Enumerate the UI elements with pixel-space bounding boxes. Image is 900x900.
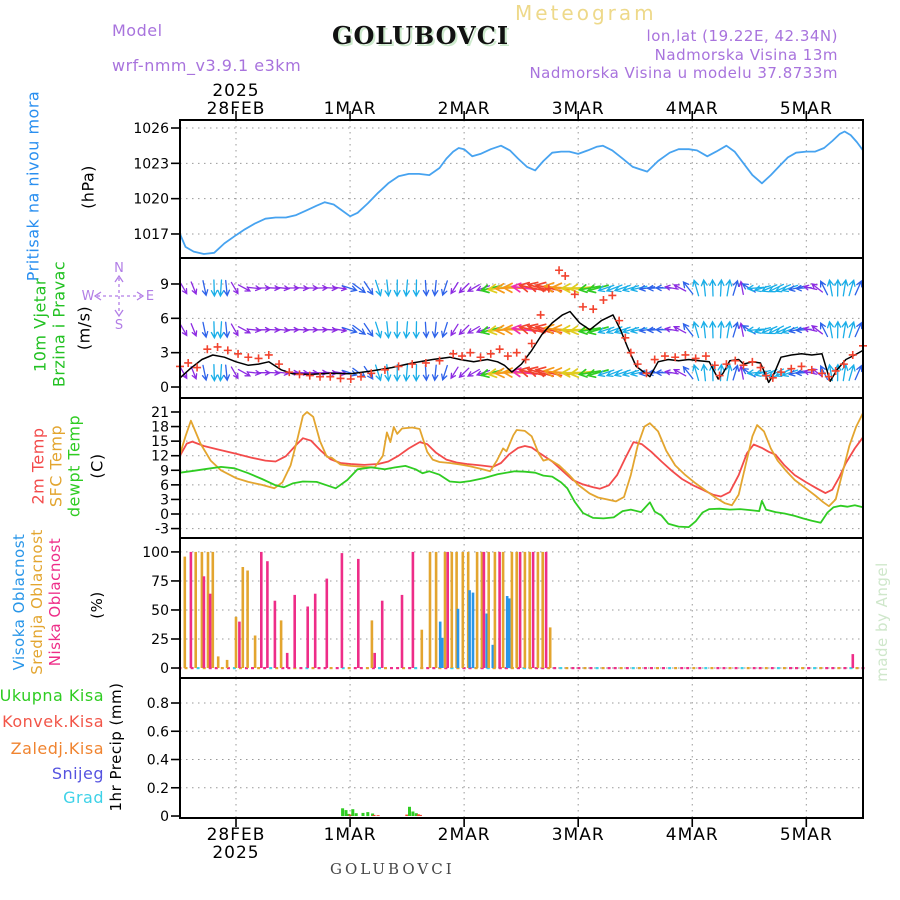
svg-text:4MAR: 4MAR xyxy=(665,99,719,119)
temp-2m-label: 2m Temp xyxy=(28,427,48,505)
svg-text:W: W xyxy=(81,289,95,304)
cloud-low-label: Niska Oblacnost xyxy=(46,537,64,667)
svg-text:100: 100 xyxy=(142,544,169,561)
svg-text:5MAR: 5MAR xyxy=(779,825,833,845)
svg-text:6: 6 xyxy=(160,477,169,494)
svg-text:6: 6 xyxy=(160,311,169,328)
precip-hail-label: Grad xyxy=(63,788,104,807)
precip-snow-label: Snijeg xyxy=(51,764,104,783)
precip-conv-label: Konvek.Kisa xyxy=(2,712,104,731)
svg-text:0.6: 0.6 xyxy=(146,724,169,741)
svg-text:0: 0 xyxy=(160,380,169,397)
svg-text:3MAR: 3MAR xyxy=(551,99,605,119)
svg-text:0: 0 xyxy=(160,661,169,678)
svg-text:1020: 1020 xyxy=(133,191,169,208)
wind-unit-label: (m/s) xyxy=(74,305,94,351)
svg-text:S: S xyxy=(114,318,124,333)
wind-axis-title-1: 10m Vjetar xyxy=(30,278,50,372)
svg-text:2025: 2025 xyxy=(212,81,260,101)
svg-text:3: 3 xyxy=(160,492,169,509)
svg-text:25: 25 xyxy=(151,631,169,648)
svg-text:28FEB: 28FEB xyxy=(206,99,266,119)
svg-text:1MAR: 1MAR xyxy=(323,825,377,845)
svg-text:12: 12 xyxy=(151,448,169,465)
svg-text:9: 9 xyxy=(160,276,169,293)
model-version-label: wrf-nmm_v3.9.1 e3km xyxy=(112,56,302,75)
svg-text:3: 3 xyxy=(160,345,169,362)
svg-text:-3: -3 xyxy=(155,521,169,538)
svg-text:0.4: 0.4 xyxy=(146,752,169,769)
model-label: Model xyxy=(112,21,163,40)
elevation-label: Nadmorska Visina 13m xyxy=(654,46,838,64)
svg-text:21: 21 xyxy=(151,404,169,421)
cloud-mid-label: Srednja Oblacnost xyxy=(28,529,46,675)
svg-text:0.2: 0.2 xyxy=(146,780,169,797)
svg-text:1017: 1017 xyxy=(133,226,169,243)
pressure-axis-title: Pritisak na nivou mora xyxy=(23,90,43,282)
svg-text:2MAR: 2MAR xyxy=(437,99,491,119)
precip-axis-title: 1hr Precip (mm) xyxy=(107,682,125,812)
cloud-high-label: Visoka Oblacnost xyxy=(10,533,28,671)
svg-text:0.8: 0.8 xyxy=(146,696,169,713)
pressure-unit-label: (hPa) xyxy=(78,165,98,209)
svg-text:E: E xyxy=(145,289,155,304)
svg-text:15: 15 xyxy=(151,434,169,451)
svg-text:1023: 1023 xyxy=(133,156,169,173)
temp-sfc-label: SFC Temp xyxy=(46,424,66,508)
meteogram-heading: Meteogram xyxy=(515,1,657,25)
temp-unit-label: (C) xyxy=(87,453,107,479)
svg-text:N: N xyxy=(114,261,124,276)
svg-text:5MAR: 5MAR xyxy=(779,99,833,119)
svg-text:9: 9 xyxy=(160,463,169,480)
svg-text:18: 18 xyxy=(151,419,169,436)
svg-text:1MAR: 1MAR xyxy=(323,99,377,119)
svg-text:2025: 2025 xyxy=(212,843,260,863)
cloud-unit-label: (%) xyxy=(88,591,106,619)
svg-text:50: 50 xyxy=(151,602,169,619)
precip-frozen-label: Zaledj.Kisa xyxy=(10,739,104,758)
footer-station: GOLUBOVCI xyxy=(330,860,455,878)
station-title: GOLUBOVCI xyxy=(332,21,510,50)
watermark: made by Angel xyxy=(873,562,891,682)
svg-text:0: 0 xyxy=(160,507,169,524)
svg-text:2MAR: 2MAR xyxy=(437,825,491,845)
svg-text:0: 0 xyxy=(160,809,169,826)
svg-text:4MAR: 4MAR xyxy=(665,825,719,845)
wind-axis-title-2: Brzina i Pravac xyxy=(49,260,69,388)
svg-text:75: 75 xyxy=(151,573,169,590)
svg-text:28FEB: 28FEB xyxy=(206,825,266,845)
svg-text:3MAR: 3MAR xyxy=(551,825,605,845)
model-elevation-label: Nadmorska Visina u modelu 37.8733m xyxy=(529,64,838,82)
precip-total-label: Ukupna Kisa xyxy=(0,686,104,705)
svg-text:1026: 1026 xyxy=(133,121,169,138)
temp-dew-label: dewpt Temp xyxy=(64,414,84,518)
lonlat-label: lon,lat (19.22E, 42.34N) xyxy=(646,27,838,45)
